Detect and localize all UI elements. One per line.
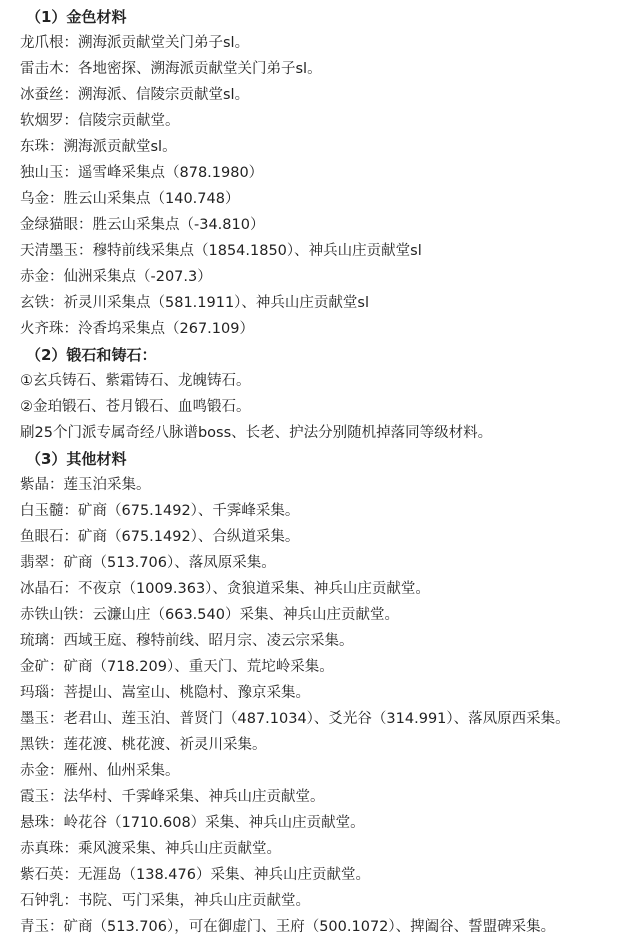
section-heading-forging-stones: （2）锻石和铸石：: [26, 346, 157, 364]
section-heading-gold-materials: （1）金色材料: [26, 8, 127, 26]
list-item: 冰蚕丝：溯海派、信陵宗贡献堂sl。: [20, 87, 250, 103]
list-item: 鱼眼石：矿商（675.1492）、合纵道采集。: [20, 529, 300, 545]
list-item: 赤真珠：乘风渡采集、神兵山庄贡献堂。: [20, 841, 281, 857]
list-item: 东珠：溯海派贡献堂sl。: [20, 139, 177, 155]
list-item: 刷25个门派专属奇经八脉谱boss、长老、护法分别随机掉落同等级材料。: [20, 425, 493, 441]
list-item: 天清墨玉：穆特前线采集点（1854.1850）、神兵山庄贡献堂sl: [20, 243, 422, 259]
list-item: 独山玉：遥雪峰采集点（878.1980）: [20, 165, 264, 181]
list-item: 赤铁山铁：云濂山庄（663.540）采集、神兵山庄贡献堂。: [20, 607, 399, 623]
list-item: 青玉：矿商（513.706），可在御虚门、王府（500.1072）、捭阖谷、誓盟碑采集。: [20, 919, 556, 935]
list-item: 雷击木：各地密探、溯海派贡献堂关门弟子sl。: [20, 61, 322, 77]
list-item: 赤金：仙洲采集点（-207.3）: [20, 269, 212, 285]
list-item: 黑铁：莲花渡、桃花渡、祈灵川采集。: [20, 737, 267, 753]
list-item: 金矿：矿商（718.209）、重天门、荒坨岭采集。: [20, 659, 334, 675]
list-item: 紫晶：莲玉泊采集。: [20, 477, 151, 493]
list-item: 悬珠：岭花谷（1710.608）采集、神兵山庄贡献堂。: [20, 815, 365, 831]
list-item: 火齐珠：泠香坞采集点（267.109）: [20, 321, 254, 337]
list-item: ②金珀锻石、苍月锻石、血鸣锻石。: [20, 399, 251, 415]
list-item: 冰晶石：不夜京（1009.363）、贪狼道采集、神兵山庄贡献堂。: [20, 581, 430, 597]
list-item: 赤金：雁州、仙州采集。: [20, 763, 180, 779]
list-item: 白玉髓：矿商（675.1492）、千霁峰采集。: [20, 503, 300, 519]
list-item: 翡翠：矿商（513.706）、落凤原采集。: [20, 555, 276, 571]
list-item: 玛瑙：菩提山、嵩室山、桃隐村、豫京采集。: [20, 685, 310, 701]
list-item: 金绿猫眼：胜云山采集点（-34.810）: [20, 217, 265, 233]
list-item: 乌金：胜云山采集点（140.748）: [20, 191, 240, 207]
list-item: 紫石英：无涯岛（138.476）采集、神兵山庄贡献堂。: [20, 867, 370, 883]
list-item: 墨玉：老君山、莲玉泊、普贤门（487.1034）、爻光谷（314.991）、落凤原西采集。: [20, 711, 570, 727]
section-heading-other-materials: （3）其他材料: [26, 450, 127, 468]
list-item: 琉璃：西域王庭、穆特前线、昭月宗、凌云宗采集。: [20, 633, 354, 649]
list-item: 玄铁：祈灵川采集点（581.1911）、神兵山庄贡献堂sl: [20, 295, 370, 311]
list-item: ①玄兵铸石、紫霜铸石、龙魄铸石。: [20, 373, 251, 389]
list-item: 龙爪根：溯海派贡献堂关门弟子sl。: [20, 35, 250, 51]
list-item: 霞玉：法华村、千霁峰采集、神兵山庄贡献堂。: [20, 789, 325, 805]
list-item: 软烟罗：信陵宗贡献堂。: [20, 113, 180, 129]
list-item: 石钟乳：书院、丐门采集，神兵山庄贡献堂。: [20, 893, 310, 909]
